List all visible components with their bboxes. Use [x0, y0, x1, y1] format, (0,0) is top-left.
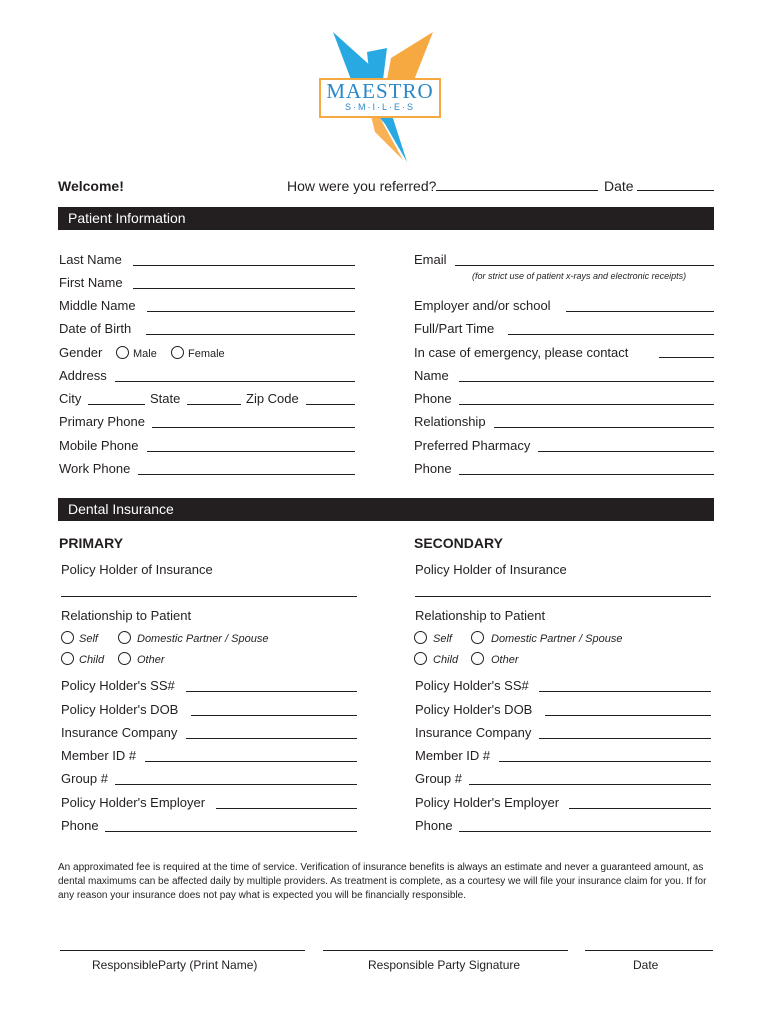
- primary-self-label: Self: [79, 633, 98, 645]
- zip-label: Zip Code: [246, 391, 299, 406]
- secondary-child-label: Child: [433, 654, 459, 666]
- ec-name-label: Name: [414, 368, 449, 383]
- dob-input[interactable]: [146, 334, 355, 335]
- pharmacy-label: Preferred Pharmacy: [414, 438, 531, 453]
- gender-female-radio[interactable]: [171, 346, 184, 359]
- primary-member-id-input[interactable]: [145, 761, 357, 762]
- city-input[interactable]: [88, 404, 145, 405]
- dob-label: Date of Birth: [59, 321, 132, 336]
- pharmacy-phone-input[interactable]: [459, 474, 714, 475]
- last-name-input[interactable]: [133, 265, 355, 266]
- secondary-group-input[interactable]: [469, 784, 711, 785]
- relationship-label: Relationship: [414, 414, 486, 429]
- primary-policy-holder-input[interactable]: [61, 596, 357, 597]
- email-input[interactable]: [455, 265, 714, 266]
- financial-notice: An approximated fee is required at the time of service. Verification of insurance benefits is always an estimate and never a guaranteed amount, as dental maximums can be affected daily by multiple providers. As treatment is complete, as a courtesy we will file your insurance claim for you. If for any reason your insurance does not pay what is expected you will be financially responsible.: [58, 862, 707, 901]
- welcome-text: Welcome!: [58, 178, 124, 194]
- emergency-input[interactable]: [659, 357, 714, 358]
- signature-input[interactable]: [323, 950, 568, 951]
- secondary-child-radio[interactable]: [414, 652, 427, 665]
- emergency-label: In case of emergency, please contact: [414, 345, 629, 360]
- primary-self-radio[interactable]: [61, 631, 74, 644]
- secondary-dob-input[interactable]: [545, 715, 711, 716]
- header-date-label: Date: [604, 178, 634, 194]
- last-name-label: Last Name: [59, 252, 122, 267]
- middle-name-input[interactable]: [147, 311, 355, 312]
- secondary-self-label: Self: [433, 633, 452, 645]
- city-label: City: [59, 391, 82, 406]
- primary-employer-input[interactable]: [216, 808, 357, 809]
- secondary-heading: SECONDARY: [414, 535, 503, 551]
- secondary-company-input[interactable]: [539, 738, 711, 739]
- gender-male-label: Male: [133, 348, 157, 360]
- secondary-partner-radio[interactable]: [471, 631, 484, 644]
- primary-heading: PRIMARY: [59, 535, 124, 551]
- primary-phone-label: Primary Phone: [59, 414, 145, 429]
- ec-phone-input[interactable]: [459, 404, 714, 405]
- work-phone-input[interactable]: [138, 474, 355, 475]
- secondary-employer-label: Policy Holder's Employer: [415, 795, 560, 810]
- primary-company-input[interactable]: [186, 738, 357, 739]
- secondary-phone-label: Phone: [415, 818, 453, 833]
- primary-phone-input[interactable]: [105, 831, 357, 832]
- primary-group-label: Group #: [61, 771, 108, 786]
- print-name-input[interactable]: [60, 950, 305, 951]
- secondary-group-label: Group #: [415, 771, 462, 786]
- secondary-company-label: Insurance Company: [415, 725, 532, 740]
- secondary-relationship-label: Relationship to Patient: [415, 608, 546, 623]
- primary-ss-input[interactable]: [186, 691, 357, 692]
- referred-input[interactable]: [436, 190, 598, 191]
- primary-other-radio[interactable]: [118, 652, 131, 665]
- patient-info-heading: Patient Information: [58, 207, 714, 230]
- logo: [315, 28, 445, 164]
- primary-child-radio[interactable]: [61, 652, 74, 665]
- signature-label: Responsible Party Signature: [368, 958, 521, 972]
- mobile-phone-input[interactable]: [147, 451, 355, 452]
- mobile-phone-label: Mobile Phone: [59, 438, 139, 453]
- secondary-phone-input[interactable]: [459, 831, 711, 832]
- employer-input[interactable]: [566, 311, 714, 312]
- email-note: (for strict use of patient x-rays and electronic receipts): [472, 271, 687, 281]
- primary-partner-label: Domestic Partner / Spouse: [137, 633, 269, 645]
- address-input[interactable]: [115, 381, 355, 382]
- secondary-member-id-input[interactable]: [499, 761, 711, 762]
- full-part-input[interactable]: [508, 334, 714, 335]
- signature-date-input[interactable]: [585, 950, 713, 951]
- primary-phone-input[interactable]: [152, 427, 355, 428]
- full-part-label: Full/Part Time: [414, 321, 495, 336]
- ec-phone-label: Phone: [414, 391, 452, 406]
- primary-member-id-label: Member ID #: [61, 748, 137, 763]
- primary-other-label: Other: [137, 654, 165, 666]
- secondary-partner-label: Domestic Partner / Spouse: [491, 633, 623, 645]
- primary-partner-radio[interactable]: [118, 631, 131, 644]
- gender-male-radio[interactable]: [116, 346, 129, 359]
- primary-child-label: Child: [79, 654, 105, 666]
- secondary-employer-input[interactable]: [569, 808, 711, 809]
- primary-dob-label: Policy Holder's DOB: [61, 702, 179, 717]
- first-name-label: First Name: [59, 275, 123, 290]
- header-date-input[interactable]: [637, 190, 714, 191]
- pharmacy-input[interactable]: [538, 451, 714, 452]
- logo-sub: S·M·I·L·E·S: [345, 102, 415, 112]
- referred-label: How were you referred?: [287, 178, 437, 194]
- primary-relationship-label: Relationship to Patient: [61, 608, 192, 623]
- relationship-input[interactable]: [494, 427, 714, 428]
- work-phone-label: Work Phone: [59, 461, 131, 476]
- ec-name-input[interactable]: [459, 381, 714, 382]
- secondary-dob-label: Policy Holder's DOB: [415, 702, 533, 717]
- middle-name-label: Middle Name: [59, 298, 136, 313]
- state-label: State: [150, 391, 181, 406]
- first-name-input[interactable]: [133, 288, 355, 289]
- state-input[interactable]: [187, 404, 241, 405]
- secondary-policy-holder-label: Policy Holder of Insurance: [415, 562, 567, 577]
- secondary-other-label: Other: [491, 654, 519, 666]
- address-label: Address: [59, 368, 107, 383]
- primary-dob-input[interactable]: [191, 715, 357, 716]
- secondary-ss-label: Policy Holder's SS#: [415, 678, 529, 693]
- secondary-other-radio[interactable]: [471, 652, 484, 665]
- gender-label: Gender: [59, 345, 103, 360]
- primary-employer-label: Policy Holder's Employer: [61, 795, 206, 810]
- gender-female-label: Female: [188, 348, 225, 360]
- secondary-member-id-label: Member ID #: [415, 748, 491, 763]
- dental-insurance-heading: Dental Insurance: [58, 498, 714, 521]
- logo-name: MAESTRO: [326, 79, 434, 103]
- signature-date-label: Date: [633, 958, 659, 972]
- primary-group-input[interactable]: [115, 784, 357, 785]
- primary-phone-label: Phone: [61, 818, 99, 833]
- primary-company-label: Insurance Company: [61, 725, 178, 740]
- email-label: Email: [414, 252, 447, 267]
- logo-badge: [319, 78, 441, 118]
- pharmacy-phone-label: Phone: [414, 461, 452, 476]
- zip-input[interactable]: [306, 404, 355, 405]
- primary-policy-holder-label: Policy Holder of Insurance: [61, 562, 213, 577]
- secondary-self-radio[interactable]: [414, 631, 427, 644]
- print-name-label: ResponsibleParty (Print Name): [92, 958, 258, 972]
- primary-ss-label: Policy Holder's SS#: [61, 678, 175, 693]
- secondary-ss-input[interactable]: [539, 691, 711, 692]
- employer-label: Employer and/or school: [414, 298, 551, 313]
- secondary-policy-holder-input[interactable]: [415, 596, 711, 597]
